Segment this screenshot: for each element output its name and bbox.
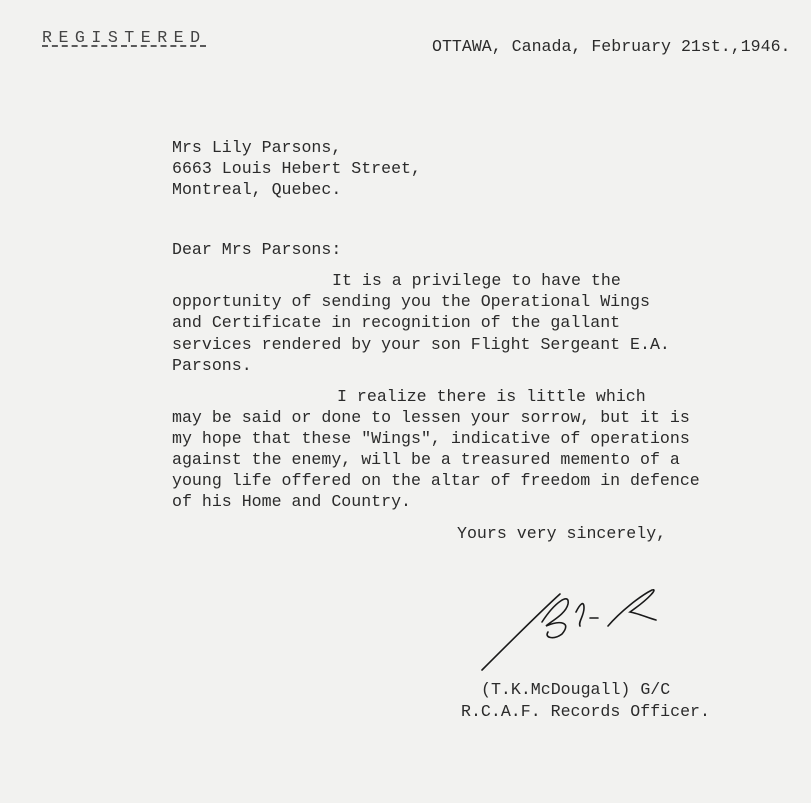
paragraph-line: I realize there is little which [337,387,646,406]
signer-name: (T.K.McDougall) G/C [481,680,671,699]
place-date: OTTAWA, Canada, February 21st.,1946. [432,37,791,56]
handwritten-signature [480,582,660,674]
paragraph-line: my hope that these "Wings", indicative of operations [172,429,690,448]
signer-title: R.C.A.F. Records Officer. [461,702,710,721]
address-line: 6663 Louis Hebert Street, [172,159,421,178]
address-line: Montreal, Quebec. [172,180,342,199]
paragraph-line: and Certificate in recognition of the gallant [172,313,621,332]
paragraph-line: Parsons. [172,356,252,375]
address-line: Mrs Lily Parsons, [172,138,342,157]
paragraph-line: against the enemy, will be a treasured memento of a [172,450,680,469]
closing: Yours very sincerely, [457,524,667,543]
paragraph-line: of his Home and Country. [172,492,411,511]
paragraph-line: opportunity of sending you the Operational Wings [172,292,650,311]
registered-mark: REGISTERED [42,28,207,47]
paragraph-line: services rendered by your son Flight Sergeant E.A. [172,335,670,354]
salutation: Dear Mrs Parsons: [172,240,342,259]
paragraph-line: It is a privilege to have the [332,271,621,290]
paragraph-line: young life offered on the altar of freedom in defence [172,471,700,490]
paragraph-line: may be said or done to lessen your sorrow, but it is [172,408,690,427]
